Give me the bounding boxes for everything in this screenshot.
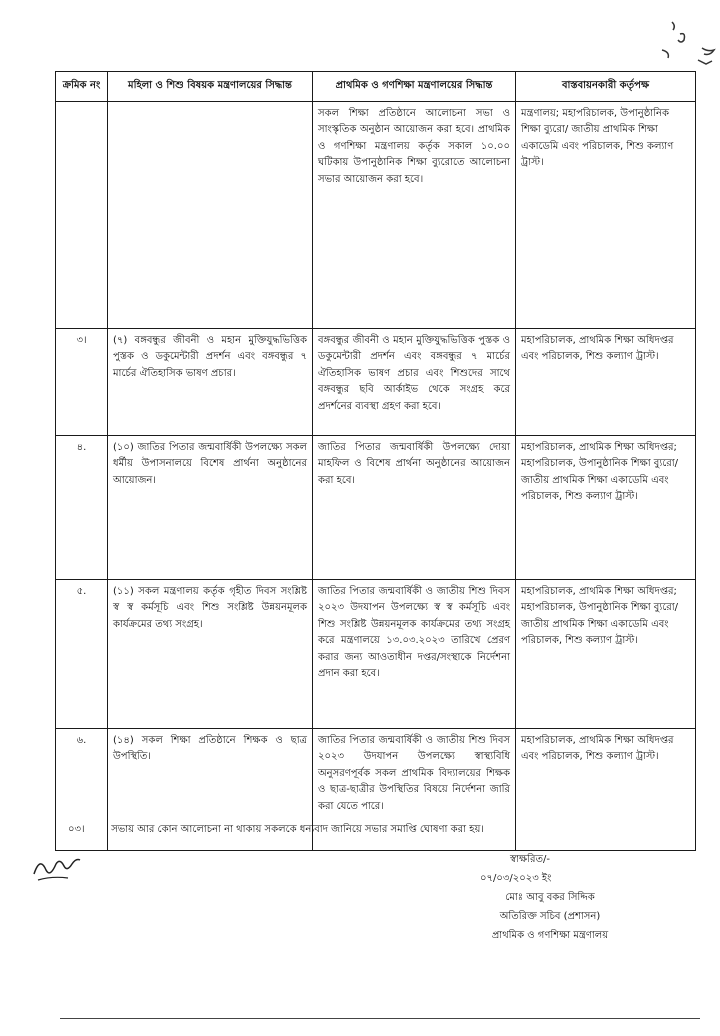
table-row <box>56 579 696 728</box>
closing-paragraph <box>68 822 688 839</box>
handwritten-scribble-icon <box>640 12 720 72</box>
signature-ministry: প্রাথমিক ও গণশিক্ষা মন্ত্রণালয় <box>491 930 609 941</box>
row-primary-decision: জাতির পিতার জন্মবার্ষিকী ও জাতীয় শিশু দিবস ২০২৩ উদযাপন উপলক্ষ্যে স্বাস্থ্যবিধি অনুসরণপূর্বক সকল প্রাথমিক বিদ্যালয়ের শিক্ষক ও ছাত্র-ছাত্রীর উপস্থিতির বিষয়ে নির্দেশনা জারি করা যেতে পারে। <box>313 728 516 850</box>
row-primary-decision: জাতির পিতার জন্মবার্ষিকী ও জাতীয় শিশু দিবস ২০২৩ উদযাপন উপলক্ষ্যে স্ব স্ব কর্মসূচি এবং শিশু সংশ্লিষ্ট উন্নয়নমূলক কার্যক্রমের তথ্য সংগ্রহ করে মন্ত্রণালয়ে ১৩.০৩.২০২৩ তারিখে প্রেরণ করার জন্য আওতাধীন দপ্তর/সংস্থাকে নির্দেশনা প্রদান করা হবে। <box>313 579 516 728</box>
row-implementer: মন্ত্রণালয়; মহাপরিচালক, উপানুষ্ঠানিক শিক্ষা ব্যুরো/ জাতীয় প্রাথমিক শিক্ষা একাডেমি এবং পরিচালক, শিশু কল্যাণ ট্রাস্ট। <box>516 101 696 328</box>
row-implementer: মহাপরিচালক, প্রাথমিক শিক্ষা অধিদপ্তর; মহাপরিচালক, উপানুষ্ঠানিক শিক্ষা ব্যুরো/ জাতীয় প্রাথমিক শিক্ষা একাডেমি এবং পরিচালক, শিশু কল্যাণ ট্রাস্ট। <box>516 435 696 579</box>
signature-name: মোঃ আবু বকর সিদ্দিক <box>505 892 595 903</box>
row-implementer: মহাপরিচালক, প্রাথমিক শিক্ষা অধিদপ্তর; মহাপরিচালক, উপানুষ্ঠানিক শিক্ষা ব্যুরো/ জাতীয় প্রাথমিক শিক্ষা একাডেমি এবং পরিচালক, শিশু কল্যাণ ট্রাস্ট। <box>516 579 696 728</box>
header-implementer: বাস্তবায়নকারী কর্তৃপক্ষ <box>516 72 696 102</box>
signature-designation: অতিরিক্ত সচিব (প্রশাসন) <box>499 911 601 922</box>
closing-number: ০৩। <box>68 824 85 835</box>
row-women-decision: (১০) জাতির পিতার জন্মবার্ষিকী উপলক্ষ্যে সকল ধর্মীয় উপাসনালয়ে বিশেষ প্রার্থনা অনুষ্ঠানের আয়োজন। <box>108 435 313 579</box>
handwritten-initials-icon <box>28 846 88 886</box>
header-primary-ministry: প্রাথমিক ও গণশিক্ষা মন্ত্রণালয়ের সিদ্ধান্ত <box>313 72 516 102</box>
row-women-decision <box>108 101 313 328</box>
row-women-decision: (১৪) সকল শিক্ষা প্রতিষ্ঠানে শিক্ষক ও ছাত্র উপস্থিতি। <box>108 728 313 850</box>
decision-table <box>55 71 696 851</box>
signature-block <box>440 850 660 945</box>
row-implementer: মহাপরিচালক, প্রাথমিক শিক্ষা অধিদপ্তর এবং পরিচালক, শিশু কল্যাণ ট্রাস্ট। <box>516 328 696 435</box>
page-bottom-divider <box>60 1018 700 1019</box>
row-serial: ৪. <box>56 435 108 579</box>
signature-signed: স্বাক্ষরিত/- <box>510 854 550 865</box>
row-primary-decision: সকল শিক্ষা প্রতিষ্ঠানে আলোচনা সভা ও সাংস্কৃতিক অনুষ্ঠান আয়োজন করা হবে। প্রাথমিক ও গণশিক্ষা মন্ত্রণালয় কর্তৃক সকাল ১০.০০ ঘটিকায় উপানুষ্ঠানিক শিক্ষা ব্যুরোতে আলোচনা সভার আয়োজন করা হবে। <box>313 101 516 328</box>
row-serial: ৩। <box>56 328 108 435</box>
header-serial: ক্রমিক নং <box>56 72 108 102</box>
table-row <box>56 435 696 579</box>
table-row <box>56 101 696 328</box>
row-women-decision: (১১) সকল মন্ত্রণালয় কর্তৃক গৃহীত দিবস সংশ্লিষ্ট স্ব স্ব কর্মসূচি এবং শিশু সংশ্লিষ্ট উন্নয়নমূলক কার্যক্রমের তথ্য সংগ্রহ। <box>108 579 313 728</box>
table-header-row <box>56 72 696 102</box>
row-serial: ৫. <box>56 579 108 728</box>
row-implementer: মহাপরিচালক, প্রাথমিক শিক্ষা অধিদপ্তর এবং পরিচালক, শিশু কল্যাণ ট্রাস্ট। <box>516 728 696 850</box>
row-women-decision: (৭) বঙ্গবন্ধুর জীবনী ও মহান মুক্তিযুদ্ধভিত্তিক পুস্তক ও ডকুমেন্টারী প্রদর্শন এবং বঙ্গবন্ধুর ৭ মার্চের ঐতিহাসিক ভাষণ প্রচার। <box>108 328 313 435</box>
table-row <box>56 328 696 435</box>
header-women-ministry: মহিলা ও শিশু বিষয়ক মন্ত্রণালয়ের সিদ্ধান্ত <box>108 72 313 102</box>
row-primary-decision: জাতির পিতার জন্মবার্ষিকী উপলক্ষ্যে দোয়া মাহফিল ও বিশেষ প্রার্থনা অনুষ্ঠানের আয়োজন করা হবে। <box>313 435 516 579</box>
row-primary-decision: বঙ্গবন্ধুর জীবনী ও মহান মুক্তিযুদ্ধভিত্তিক পুস্তক ও ডকুমেন্টারী প্রদর্শন এবং বঙ্গবন্ধুর ৭ মার্চের ঐতিহাসিক ভাষণ প্রচার এবং শিশুদের সাথে বঙ্গবন্ধুর ছবি আর্কাইভ থেকে সংগ্রহ করে প্রদর্শনের ব্যবস্থা গ্রহণ করা হবে। <box>313 328 516 435</box>
row-serial <box>56 101 108 328</box>
row-serial: ৬. <box>56 728 108 850</box>
signature-date: ০৭/০৩/২০২৩ ইং <box>480 873 552 884</box>
closing-text: সভায় আর কোন আলোচনা না থাকায় সকলকে ধন্যবাদ জানিয়ে সভার সমাপ্তি ঘোষণা করা হয়। <box>111 824 484 835</box>
